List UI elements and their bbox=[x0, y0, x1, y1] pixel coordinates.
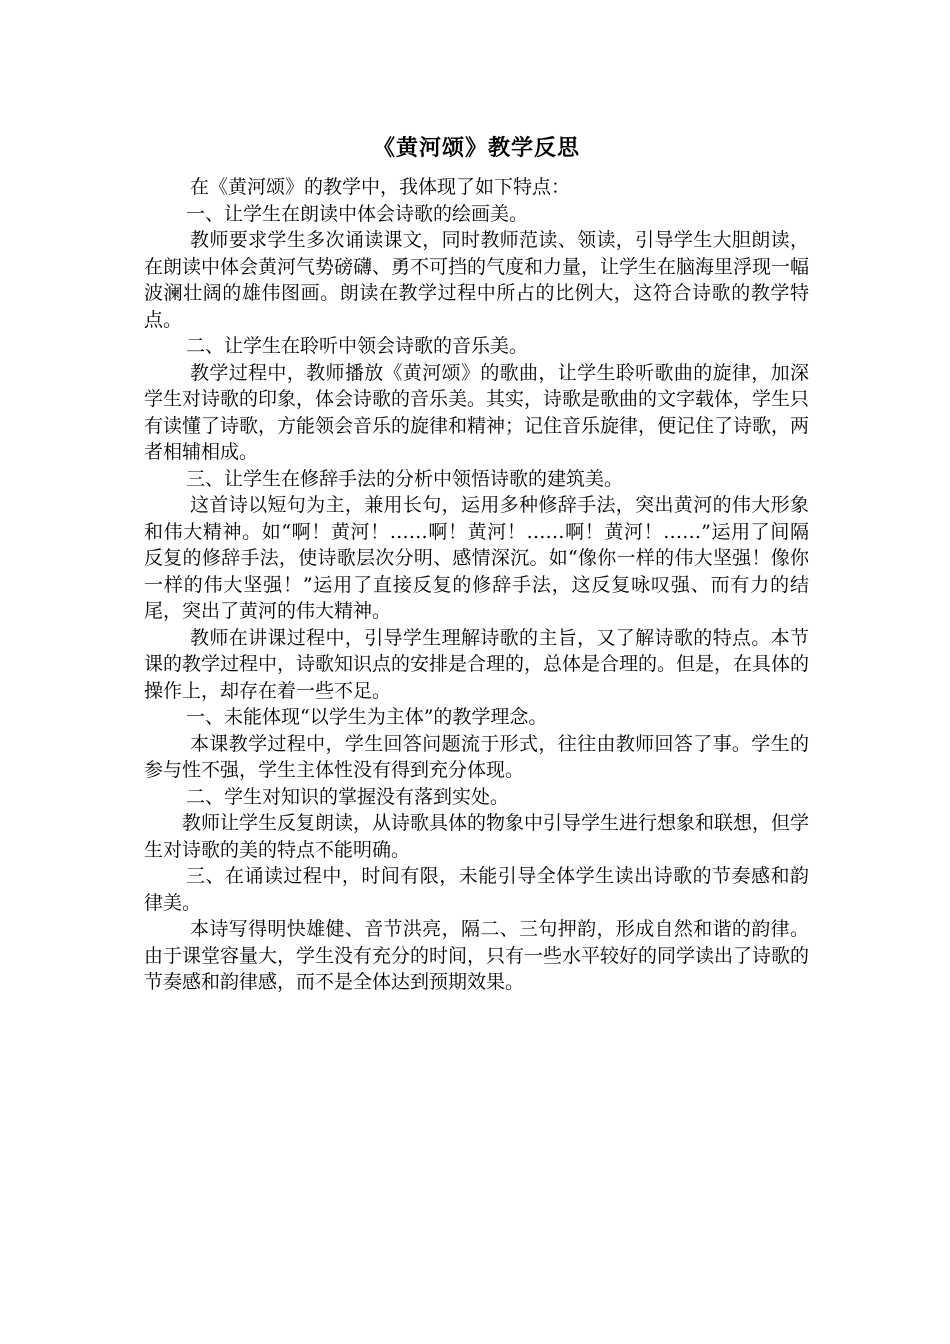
section-heading: 三、让学生在修辞手法的分析中领悟诗歌的建筑美。 bbox=[186, 467, 624, 490]
section-heading: 三、在诵读过程中，时间有限，未能引导全体学生读出诗歌的节奏感和韵律美。 bbox=[144, 865, 809, 914]
document-page bbox=[144, 128, 809, 996]
body-paragraph: 本课教学过程中，学生回答问题流于形式，往往由教师回答了事。学生的参与性不强，学生主体性没有得到充分体现。 bbox=[144, 732, 809, 781]
section-heading: 一、未能体现“以学生为主体”的教学理念。 bbox=[186, 706, 548, 728]
body-paragraph: 教师让学生反复朗读，从诗歌具体的物象中引导学生进行想象和联想，但学生对诗歌的美的特点不能明确。 bbox=[144, 812, 810, 861]
body-paragraph: 教学过程中，教师播放《黄河颂》的歌曲，让学生聆听歌曲的旋律，加深学生对诗歌的印象，体会诗歌的音乐美。其实，诗歌是歌曲的文字载体，学生只有读懂了诗歌，方能领会音乐的旋律和精神；记住音乐旋律，便记住了诗歌，两者相辅相成。 bbox=[144, 361, 810, 463]
intro-paragraph: 在《黄河颂》的教学中，我体现了如下特点： bbox=[190, 176, 571, 198]
section-heading: 二、学生对知识的掌握没有落到实处。 bbox=[186, 785, 510, 808]
body-paragraph: 这首诗以短句为主，兼用长句，运用多种修辞手法，突出黄河的伟大形象和伟大精神。如“啊！黄河！……啊！黄河！……啊！黄河！……”运用了间隔反复的修辞手法，使诗歌层次分明、感情深沉。如“像你一样的伟大坚强！像你一样的伟大坚强！”运用了直接反复的修辞手法，这反复咏叹强、而有力的结尾，突出了黄河的伟大精神。 bbox=[144, 494, 809, 622]
body-paragraph: 教师在讲课过程中，引导学生理解诗歌的主旨，又了解诗歌的特点。本节课的教学过程中，诗歌知识点的安排是合理的，总体是合理的。但是，在具体的操作上，却存在着一些不足。 bbox=[144, 626, 810, 702]
section-heading: 二、让学生在聆听中领会诗歌的音乐美。 bbox=[186, 335, 529, 357]
section-heading: 一、让学生在朗读中体会诗歌的绘画美。 bbox=[186, 202, 529, 225]
document-title: 《黄河颂》教学反思 bbox=[372, 135, 580, 161]
body-paragraph: 教师要求学生多次诵读课文，同时教师范读、领读，引导学生大胆朗读，在朗读中体会黄河气势磅礴、勇不可挡的气度和力量，让学生在脑海里浮现一幅波澜壮阔的雄伟图画。朗读在教学过程中所占的比例大，这符合诗歌的教学特点。 bbox=[144, 229, 810, 331]
body-paragraph: 本诗写得明快雄健、音节洪亮，隔二、三句押韵，形成自然和谐的韵律。由于课堂容量大，学生没有充分的时间，只有一些水平较好的同学读出了诗歌的节奏感和韵律感，而不是全体达到预期效果。 bbox=[144, 918, 810, 993]
